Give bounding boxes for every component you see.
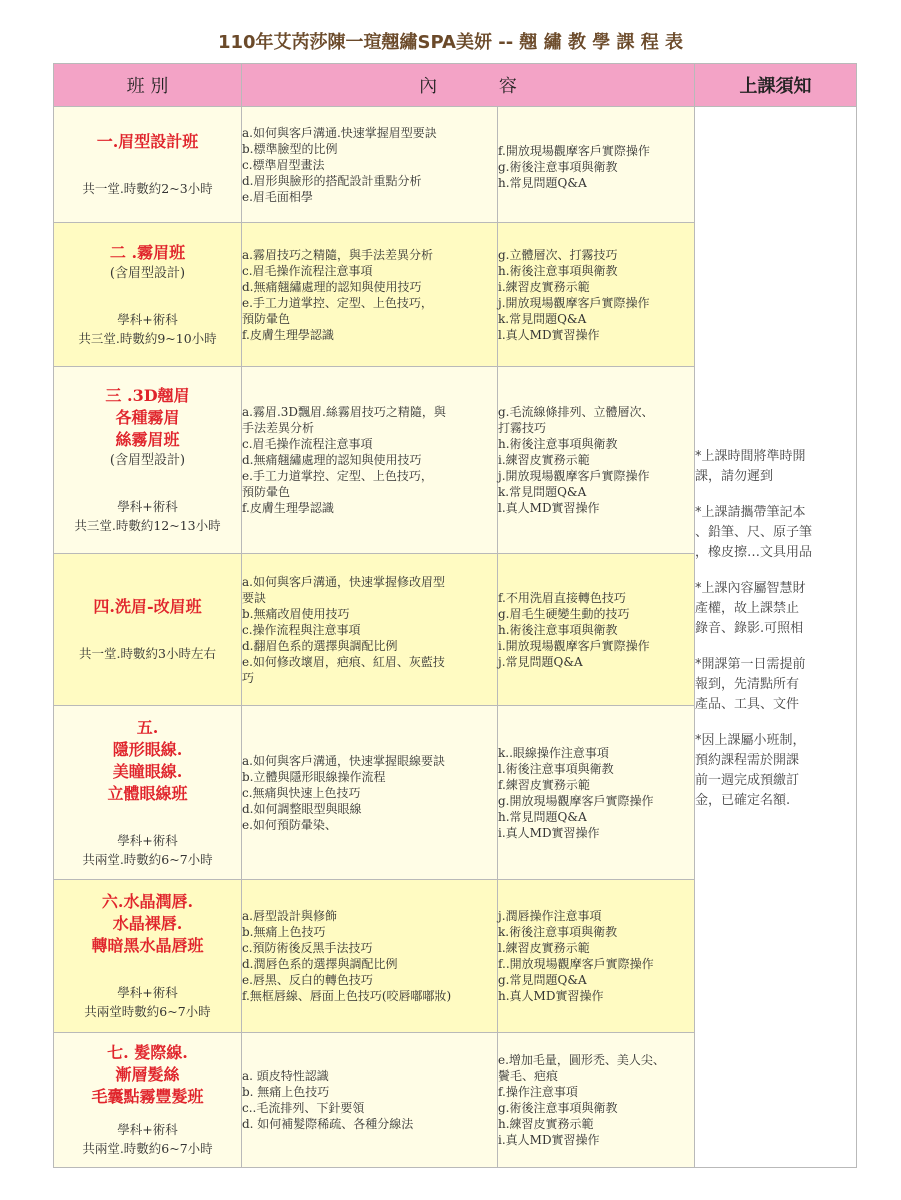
content-line: g.毛流線條排列、立體層次、 — [498, 405, 654, 419]
content-cell-left — [242, 367, 498, 554]
content-line: c.標準眉型畫法 — [242, 157, 325, 172]
content-line: h.常見問題Q&A — [498, 176, 587, 190]
content-line: l.術後注意事項與衛教 — [498, 761, 614, 776]
class-name: 六.水晶潤唇. — [101, 892, 194, 911]
class-name: 美瞳眼線. — [112, 761, 183, 781]
content-line: b.無痛改眉使用技巧 — [242, 606, 350, 621]
content-line: a.如何與客戶溝通，快速掌握眼線要訣 — [242, 753, 445, 768]
content-line: e.眉毛面相學 — [242, 189, 313, 204]
content-cell-left — [242, 1033, 498, 1168]
content-line: j.開放現場觀摩客戶實際操作 — [498, 295, 650, 310]
content-line: 要訣 — [242, 590, 267, 605]
class-cell — [54, 367, 242, 554]
class-duration: 共兩堂時數約6~7小時 — [84, 1004, 211, 1019]
content-line: h.術後注意事項與衛教 — [498, 437, 618, 451]
content-line: f.皮膚生理學認識 — [242, 327, 334, 342]
content-line: h.術後注意事項與衛教 — [498, 622, 618, 637]
content-cell-left — [242, 554, 498, 706]
content-line: 巧 — [242, 670, 255, 685]
content-line: 手法差異分析 — [242, 421, 315, 435]
content-line: l.練習皮實務示範 — [498, 941, 590, 955]
class-duration: 共一堂.時數約2~3小時 — [82, 181, 213, 196]
content-line: e.如何預防暈染、 — [242, 817, 337, 832]
content-line: e.如何修改壞眉，疤痕、紅眉、灰藍技 — [242, 654, 445, 669]
content-cell-right — [498, 880, 695, 1033]
class-duration: 共兩堂.時數約6~7小時 — [82, 1141, 213, 1156]
content-line: f.練習皮實務示範 — [498, 777, 590, 792]
class-name: 各種霧眉 — [115, 408, 180, 427]
content-line: k.常見問題Q&A — [498, 485, 587, 499]
content-line: i.開放現場觀摩客戶實際操作 — [498, 638, 650, 653]
content-line: h.常見問題Q&A — [498, 809, 587, 824]
class-type: 學科+術科 — [117, 985, 178, 1000]
content-line: b.標準臉型的比例 — [242, 141, 338, 156]
notes-column-header: 上課須知 — [695, 64, 857, 107]
note-item: *上課請攜帶筆記本 、鉛筆、尺、原子筆 ，橡皮擦…文具用品 — [695, 505, 813, 560]
class-note: (含眉型設計) — [109, 453, 186, 468]
content-line: d.潤唇色系的選擇與調配比例 — [242, 957, 398, 971]
content-line: f.操作注意事項 — [498, 1085, 578, 1099]
content-line: g.術後注意事項與衛教 — [498, 1101, 618, 1115]
class-name: 四.洗眉-改眉班 — [93, 597, 202, 616]
class-column-header: 班 別 — [54, 64, 242, 107]
content-line: a.霧眉.3D飄眉.絲霧眉技巧之精隨，與 — [242, 405, 446, 419]
content-column-header: 內 容 — [242, 64, 695, 107]
content-cell-right — [498, 706, 695, 880]
content-line: h.真人MD實習操作 — [498, 989, 604, 1003]
class-cell — [54, 107, 242, 223]
content-line: b.立體與隱形眼線操作流程 — [242, 769, 386, 784]
class-type: 學科+術科 — [117, 1122, 178, 1137]
class-type: 學科+術科 — [117, 311, 178, 327]
content-line: j.常見問題Q&A — [498, 654, 583, 669]
content-line: i.練習皮實務示範 — [498, 453, 590, 467]
content-line: c..毛流排列、下針要領 — [242, 1101, 365, 1115]
content-line: 打霧技巧 — [498, 421, 547, 435]
content-line: d.眉形與臉形的搭配設計重點分析 — [242, 173, 422, 188]
content-line: a.如何與客戶溝通.快速掌握眉型要訣 — [242, 125, 437, 140]
content-line: a.唇型設計與修飾 — [242, 909, 337, 923]
class-name: 五. — [136, 717, 159, 737]
note-item: *因上課屬小班制， 預約課程需於開課 前一週完成預繳訂 金，已確定名額. — [695, 733, 806, 808]
content-cell-right — [498, 223, 695, 367]
class-name: 絲霧眉班 — [115, 430, 180, 449]
content-line: k..眼線操作注意事項 — [498, 745, 609, 760]
content-cell-left — [242, 223, 498, 367]
content-cell-left — [242, 880, 498, 1033]
content-line: c.無痛與快速上色技巧 — [242, 785, 361, 800]
content-line: c.眉毛操作流程注意事項 — [242, 263, 373, 278]
content-cell-left — [242, 706, 498, 880]
content-line: g.常見問題Q&A — [498, 973, 587, 987]
content-line: f.無框唇線、唇面上色技巧(咬唇嘟嘟妝) — [242, 989, 452, 1003]
content-line: e.增加毛量，圓形禿、美人尖、 — [498, 1053, 665, 1067]
content-cell-right — [498, 554, 695, 706]
content-line: c.操作流程與注意事項 — [242, 622, 361, 637]
header-row — [54, 64, 857, 107]
class-name: 毛囊點霧豐髮班 — [91, 1087, 204, 1106]
content-line: i.練習皮實務示範 — [498, 279, 590, 294]
content-line: 預防暈色 — [242, 485, 291, 499]
content-line: i.真人MD實習操作 — [498, 1133, 600, 1147]
content-cell-left — [242, 107, 498, 223]
content-cell-right — [498, 367, 695, 554]
class-cell — [54, 223, 242, 367]
content-line: j.開放現場觀摩客戶實際操作 — [498, 469, 650, 483]
content-cell-right — [498, 1033, 695, 1168]
content-line: a.如何與客戶溝通，快速掌握修改眉型 — [242, 574, 445, 589]
class-name: 立體眼線班 — [107, 783, 188, 803]
content-line: f.皮膚生理學認識 — [242, 501, 334, 515]
content-line: a.霧眉技巧之精隨，與手法差異分析 — [242, 247, 433, 262]
note-item: *上課時間將準時開 課，請勿遲到 — [695, 449, 806, 484]
class-name: 隱形眼線. — [112, 739, 183, 759]
content-line: h.練習皮實務示範 — [498, 1117, 594, 1131]
content-line: d.翻眉色系的選擇與調配比例 — [242, 638, 398, 653]
class-cell — [54, 1033, 242, 1168]
content-line: c.預防術後反黑手法技巧 — [242, 941, 373, 955]
notes-cell — [695, 107, 857, 1168]
content-line: a. 頭皮特性認識 — [242, 1069, 329, 1083]
content-line: 預防暈色 — [242, 311, 291, 326]
content-line: e.手工力道掌控、定型、上色技巧， — [242, 295, 433, 310]
content-line: k.常見問題Q&A — [498, 311, 587, 326]
note-item: *上課內容屬智慧財 產權，故上課禁止 錄音、錄影.可照相 — [695, 581, 806, 636]
note-item: *開課第一日需提前 報到，先清點所有 產品、工具、文件 — [695, 657, 806, 712]
content-line: g.眉毛生硬變生動的技巧 — [498, 606, 630, 621]
content-line: f..開放現場觀摩客戶實際操作 — [498, 957, 654, 971]
content-line: b.無痛上色技巧 — [242, 925, 326, 939]
class-note: (含眉型設計) — [109, 265, 186, 281]
content-line: b. 無痛上色技巧 — [242, 1085, 330, 1099]
content-line: k.術後注意事項與衛教 — [498, 925, 618, 939]
class-name: 二 .霧眉班 — [109, 242, 186, 262]
class-duration: 共一堂.時數約3小時左右 — [79, 646, 216, 661]
class-duration: 共三堂.時數約9~10小時 — [78, 330, 217, 346]
class-name: 轉暗黑水晶唇班 — [91, 936, 204, 955]
content-line: f.開放現場觀摩客戶實際操作 — [498, 144, 650, 158]
content-line: d. 如何補髮際稀疏、各種分線法 — [242, 1117, 414, 1131]
class-cell — [54, 554, 242, 706]
class-type: 學科+術科 — [117, 832, 178, 848]
class-name: 漸層髮絲 — [115, 1065, 180, 1084]
document-title: 110年艾芮莎陳一瑄翹繡SPA美妍 -- 翹 繡 教 學 課 程 表 — [217, 32, 684, 53]
content-line: j.潤唇操作注意事項 — [498, 909, 602, 923]
content-line: f.不用洗眉直接轉色技巧 — [498, 590, 626, 605]
content-line: g.術後注意事項與衛教 — [498, 160, 618, 174]
content-line: h.術後注意事項與衛教 — [498, 263, 618, 278]
course-schedule-table — [53, 63, 857, 1168]
class-row — [54, 107, 857, 223]
content-line: l.真人MD實習操作 — [498, 501, 600, 515]
class-name: 七. 髮際線. — [107, 1043, 188, 1062]
class-duration: 共兩堂.時數約6~7小時 — [82, 851, 213, 867]
content-line: c.眉毛操作流程注意事項 — [242, 437, 373, 451]
class-cell — [54, 880, 242, 1033]
class-type: 學科+術科 — [117, 499, 178, 514]
content-line: i.真人MD實習操作 — [498, 825, 600, 840]
class-name: 一.眉型設計班 — [96, 132, 199, 151]
class-name: 水晶裸唇. — [112, 914, 183, 933]
content-line: d.無痛翹繡處理的認知與使用技巧 — [242, 453, 422, 467]
content-line: 鬢毛、疤痕 — [498, 1069, 559, 1083]
content-line: d.如何調整眼型與眼線 — [242, 801, 362, 816]
content-cell-right — [498, 107, 695, 223]
content-line: l.真人MD實習操作 — [498, 327, 600, 342]
class-name: 三 .3D翹眉 — [105, 386, 190, 405]
class-duration: 共三堂.時數約12~13小時 — [74, 518, 221, 533]
content-line: d.無痛翹繡處理的認知與使用技巧 — [242, 279, 422, 294]
class-cell — [54, 706, 242, 880]
content-line: g.立體層次、打霧技巧 — [498, 247, 618, 262]
content-line: g.開放現場觀摩客戶實際操作 — [498, 793, 654, 808]
content-line: e.唇黑、反白的轉色技巧 — [242, 973, 373, 987]
content-line: e.手工力道掌控、定型、上色技巧， — [242, 469, 433, 483]
